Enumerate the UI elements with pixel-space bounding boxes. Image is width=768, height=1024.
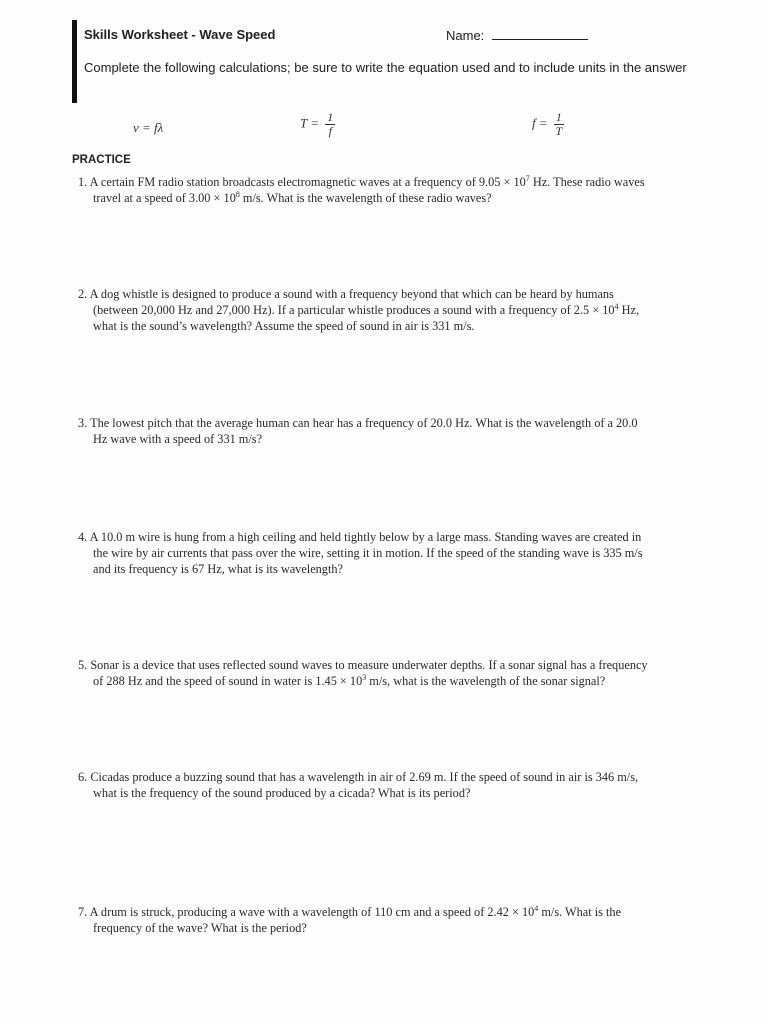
question-text: A drum is struck, producing a wave with a wavelength of 110 cm and a speed of 2.42 × 10 (89, 905, 535, 919)
question-text: Hz. These radio waves (529, 175, 645, 189)
exponent: 4 (614, 301, 619, 311)
name-field (446, 28, 588, 43)
exponent: 8 (235, 189, 240, 199)
equation-wave-speed: v = fλ (133, 120, 164, 135)
worksheet-title: Skills Worksheet - Wave Speed (84, 27, 276, 42)
margin-bar (72, 20, 77, 103)
question-text: what is the sound’s wavelength? Assume the speed of sound in air is 331 m/s. (93, 319, 475, 333)
equation-period-numerator: 1 (327, 110, 334, 124)
question-text: of 288 Hz and the speed of sound in water is 1.45 × 10 (93, 674, 363, 688)
name-blank-line (492, 28, 588, 40)
question-text: A dog whistle is designed to produce a sound with a frequency beyond that which can be heard by humans (89, 287, 614, 301)
exponent: 3 (362, 672, 367, 682)
question-number: 6. (78, 770, 88, 784)
question-number: 4. (78, 530, 88, 544)
question-number: 2. (78, 287, 88, 301)
equation-frequency-numerator: 1 (555, 110, 562, 124)
question-text: Hz, (618, 303, 640, 317)
question-number: 5. (78, 658, 88, 672)
instructions: Complete the following calculations; be sure to write the equation used and to include units in the answer (84, 60, 687, 75)
question-1 (78, 174, 728, 206)
question-5 (78, 657, 728, 689)
practice-heading: PRACTICE (72, 154, 131, 166)
question-text: what is the frequency of the sound produced by a cicada? What is its period? (93, 786, 471, 800)
question-number: 3. (78, 416, 88, 430)
question-text: the wire by air currents that pass over the wire, setting it in motion. If the speed of the standing wave is 335 m/s (93, 546, 643, 560)
name-label: Name: (446, 28, 485, 43)
question-text: and its frequency is 67 Hz, what is its wavelength? (93, 562, 343, 576)
question-6 (78, 769, 728, 801)
equation-frequency-denominator: T (555, 124, 563, 138)
question-text: (between 20,000 Hz and 27,000 Hz). If a particular whistle produces a sound with a frequency of 2.5 × 10 (93, 303, 615, 317)
equation-frequency (532, 111, 564, 138)
question-text: Sonar is a device that uses reflected sound waves to measure underwater depths. If a sonar signal has a frequency (90, 658, 648, 672)
question-7 (78, 904, 728, 936)
question-text: m/s. What is the (538, 905, 622, 919)
question-3 (78, 415, 728, 447)
question-text: travel at a speed of 3.00 × 10 (93, 191, 236, 205)
equation-frequency-fraction (554, 111, 564, 138)
question-text: Hz wave with a speed of 331 m/s? (93, 432, 263, 446)
question-number: 1. (78, 175, 88, 189)
question-text: Cicadas produce a buzzing sound that has a wavelength in air of 2.69 m. If the speed of sound in air is 346 m/s, (90, 770, 639, 784)
question-2 (78, 286, 728, 334)
question-4 (78, 529, 728, 577)
equation-period-denominator: f (328, 124, 332, 138)
equation-period-fraction (325, 111, 335, 138)
equation-frequency-lhs: f = (532, 115, 548, 131)
equation-period-lhs: T = (300, 115, 320, 131)
question-text: A certain FM radio station broadcasts electromagnetic waves at a frequency of 9.05 × 10 (89, 175, 526, 189)
equation-period (300, 111, 335, 138)
question-text: A 10.0 m wire is hung from a high ceiling and held tightly below by a large mass. Standing waves are created in (89, 530, 642, 544)
exponent: 4 (534, 903, 539, 913)
question-text: m/s, what is the wavelength of the sonar signal? (366, 674, 606, 688)
question-text: m/s. What is the wavelength of these radio waves? (239, 191, 492, 205)
question-number: 7. (78, 905, 88, 919)
question-text: The lowest pitch that the average human can hear has a frequency of 20.0 Hz. What is the wavelength of a 20.0 (90, 416, 638, 430)
exponent: 7 (525, 173, 530, 183)
question-text: frequency of the wave? What is the period? (93, 921, 307, 935)
